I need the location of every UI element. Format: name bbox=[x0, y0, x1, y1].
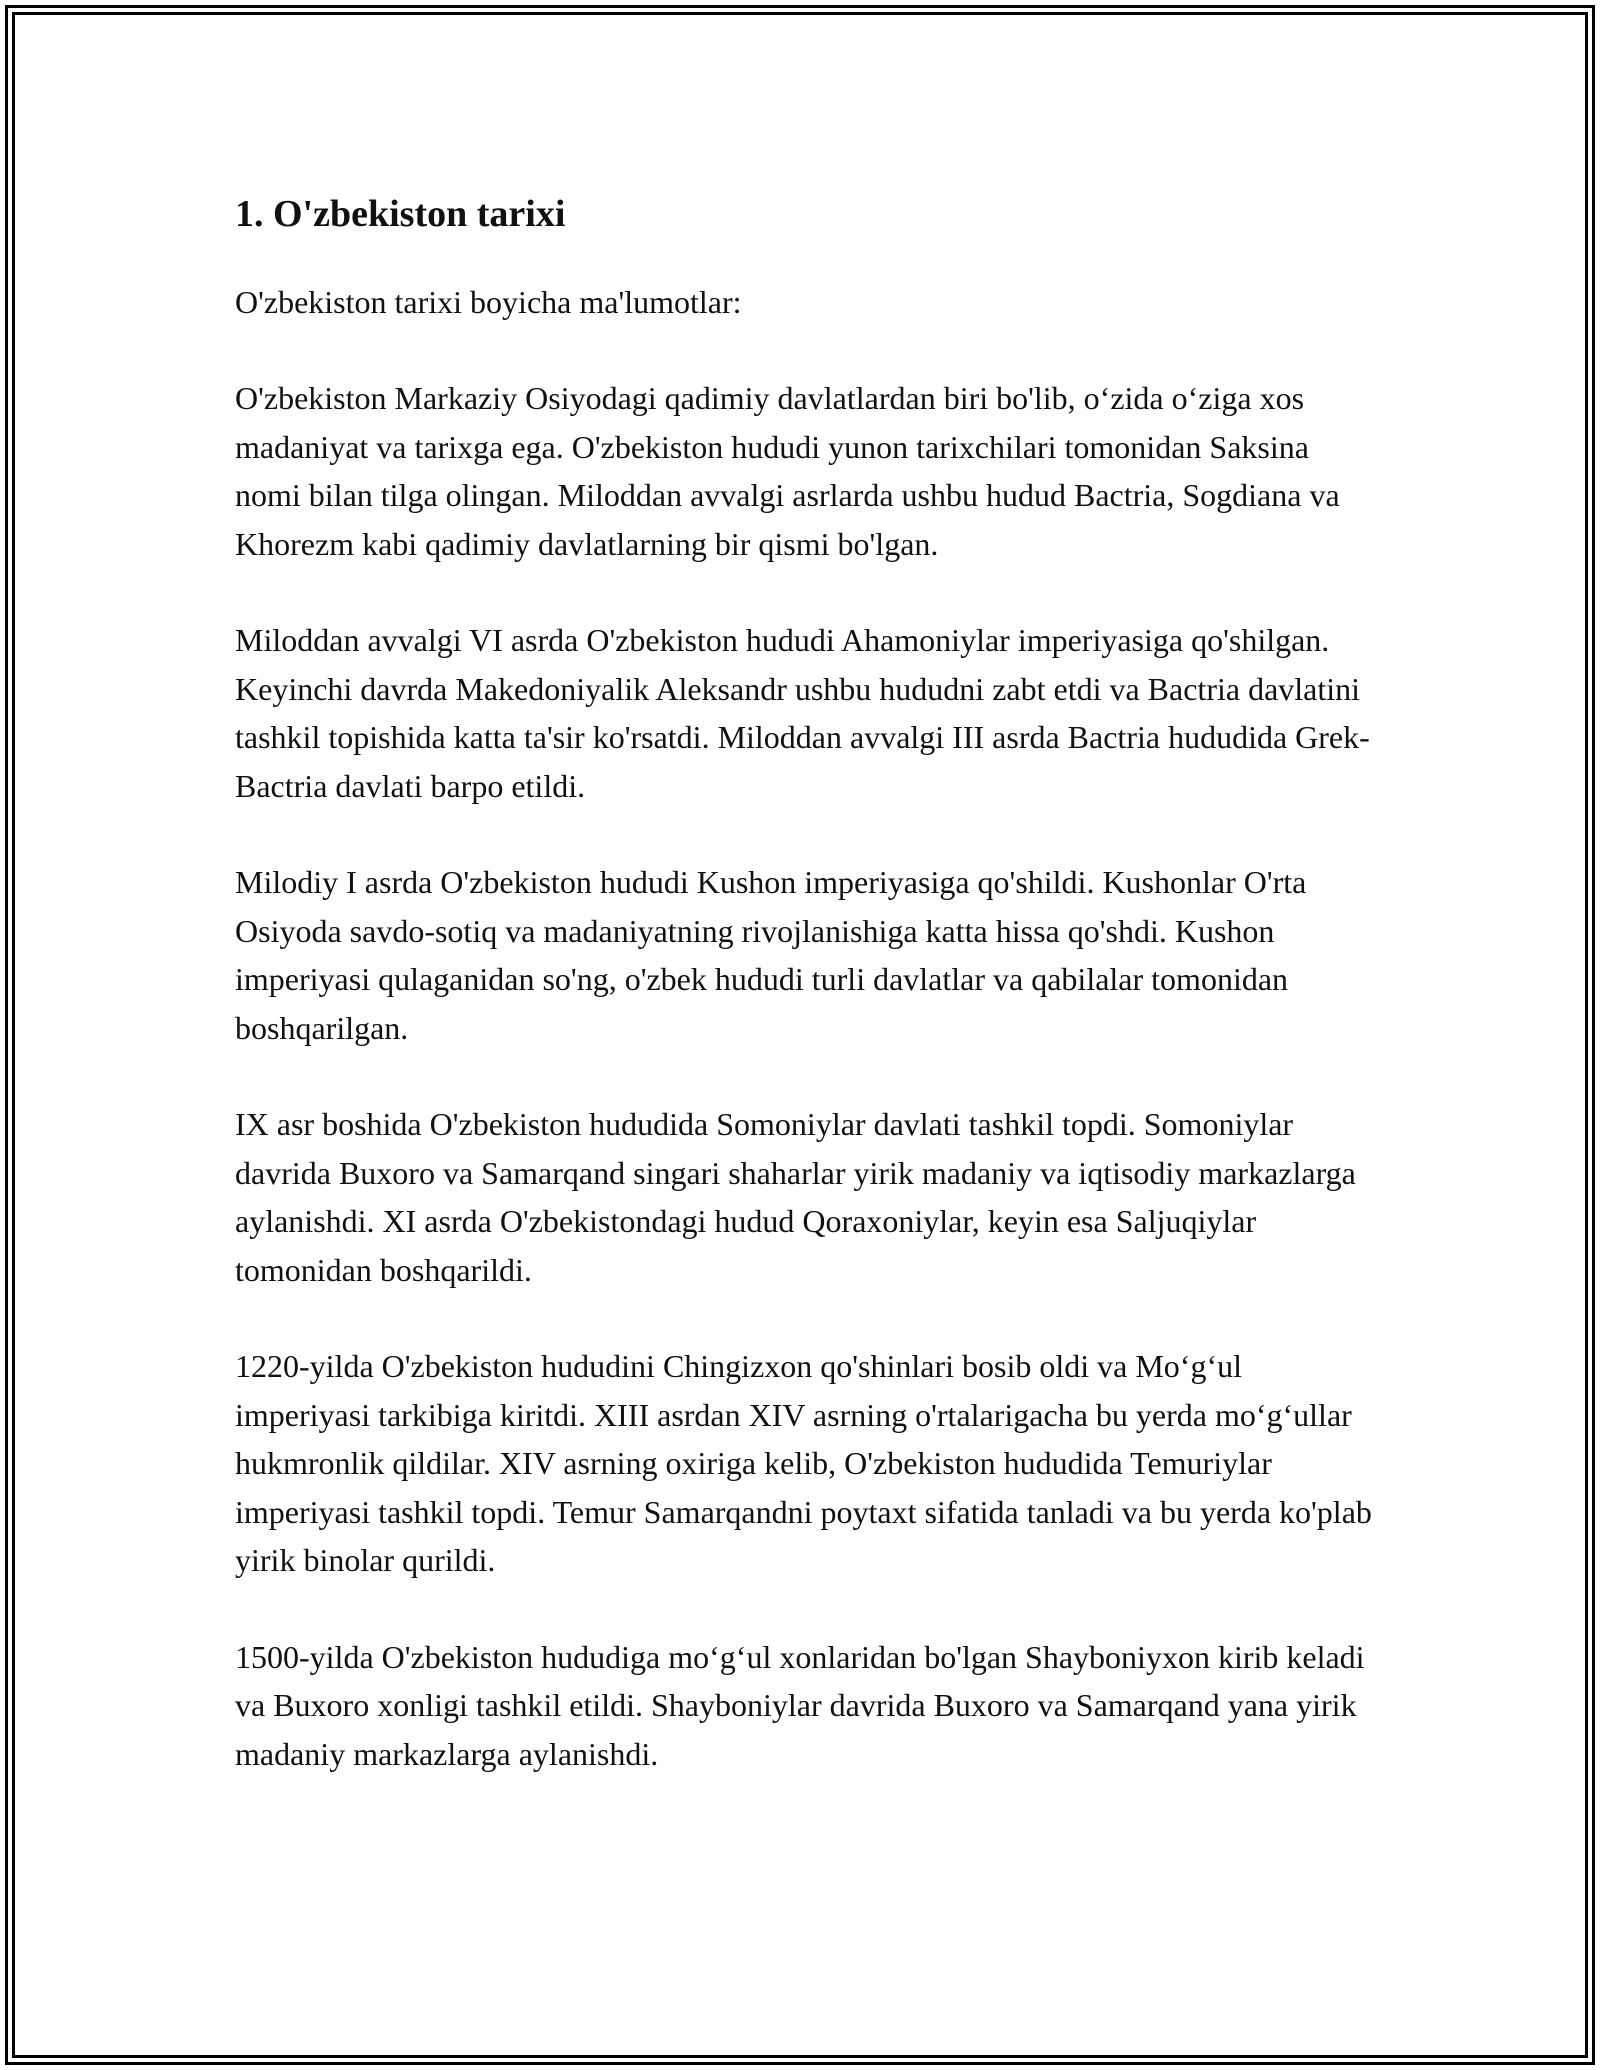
paragraph-4: IX asr boshida O'zbekiston hududida Somoniylar davlati tashkil topdi. Somoniylar davrida Buxoro va Samarqand singari shaharlar yirik madaniy va iqtisodiy markazlarga aylanishdi. XI asrda O'zbekistondagi hudud Qoraxoniylar, keyin esa Saljuqiylar tomonidan boshqarildi. bbox=[235, 1106, 1356, 1288]
paragraph-3: Milodiy I asrda O'zbekiston hududi Kushon imperiyasiga qo'shildi. Kushonlar O'rta Osiyoda savdo-sotiq va madaniyatning rivojlanishiga katta hissa qo'shdi. Kushon imperiyasi qulaganidan so'ng, o'zbek hududi turli davlatlar va qabilalar tomonidan boshqarilgan. bbox=[235, 864, 1307, 1046]
paragraph-2: Miloddan avvalgi VI asrda O'zbekiston hududi Ahamoniylar imperiyasiga qo'shilgan. Keyinchi davrda Makedoniyalik Aleksandr ushbu hududni zabt etdi va Bactria davlatini tashkil topishida katta ta'sir ko'rsatdi. Miloddan avvalgi III asrda Bactria hududida Grek-Bactria davlati barpo etildi. bbox=[235, 622, 1370, 804]
paragraph-5: 1220-yilda O'zbekiston hududini Chingizxon qo'shinlari bosib oldi va Mo‘g‘ul imperiyasi tarkibiga kiritdi. XIII asrdan XIV asrning o'rtalarigacha bu yerda mo‘g‘ullar hukmronlik qildilar. XIV asrning oxiriga kelib, O'zbekiston hududida Temuriylar imperiyasi tashkil topdi. Temur Samarqandni poytaxt sifatida tanladi va bu yerda ko'plab yirik binolar qurildi. bbox=[235, 1348, 1372, 1578]
paragraph-6: 1500-yilda O'zbekiston hududiga mo‘g‘ul xonlaridan bo'lgan Shayboniyxon kirib keladi va Buxoro xonligi tashkil etildi. Shayboniylar davrida Buxoro va Samarqand yana yirik madaniy markazlarga aylanishdi. bbox=[235, 1638, 1365, 1772]
document-intro: O'zbekiston tarixi boyicha ma'lumotlar: bbox=[235, 284, 742, 320]
paragraph-1: O'zbekiston Markaziy Osiyodagi qadimiy davlatlardan biri bo'lib, o‘zida o‘ziga xos madaniyat va tarixga ega. O'zbekiston hududi yunon tarixchilari tomonidan Saksina nomi bilan tilga olingan. Miloddan avvalgi asrlarda ushbu hudud Bactria, Sogdiana va Khorezm kabi qadimiy davlatlarning bir qismi bo'lgan. bbox=[235, 380, 1340, 562]
document-title: 1. O'zbekiston tarixi bbox=[235, 193, 566, 235]
document-body bbox=[235, 186, 1375, 1826]
